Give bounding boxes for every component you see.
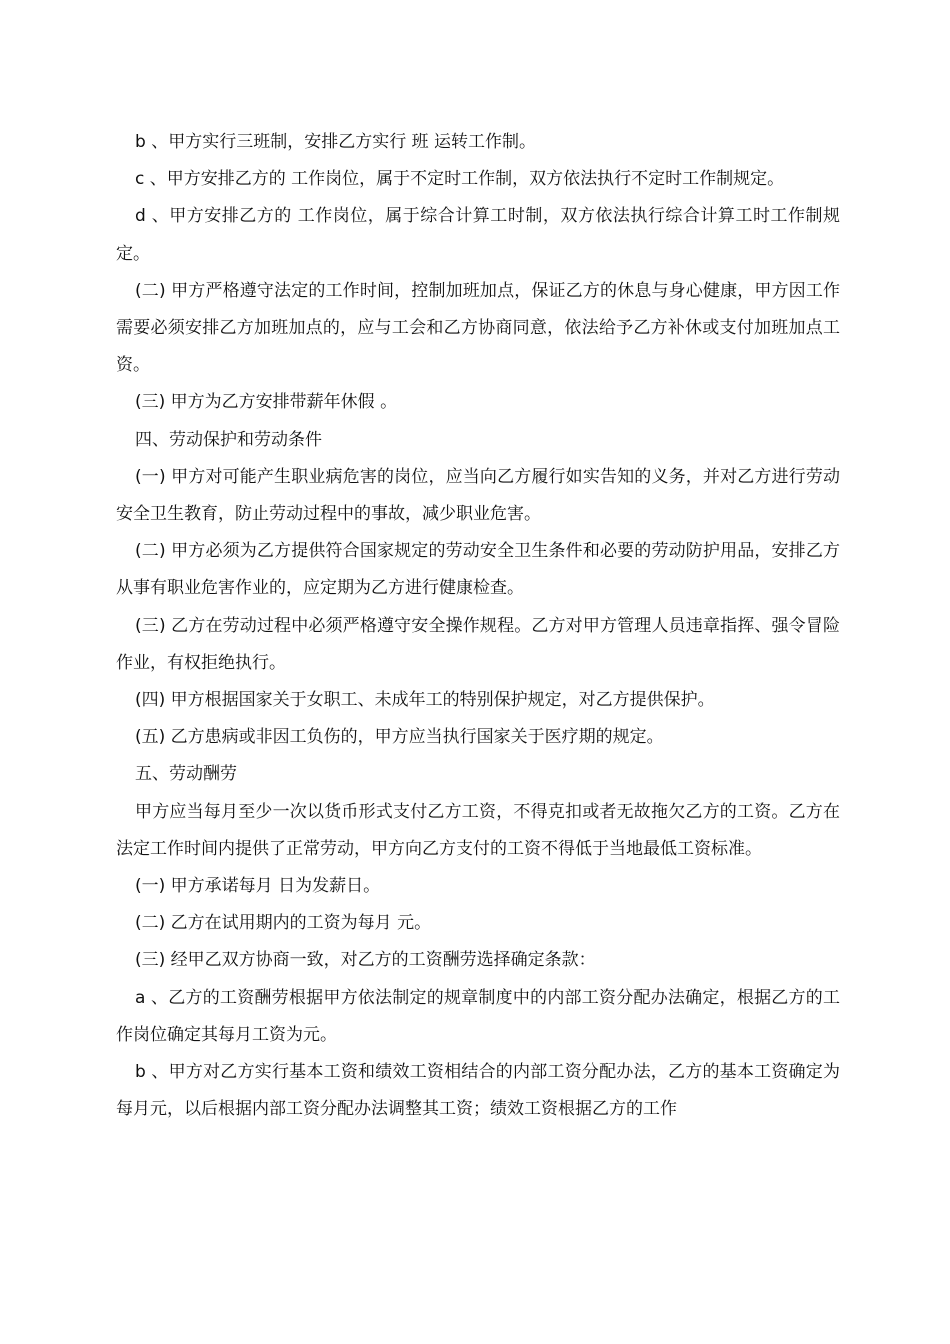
paragraph: b 、甲方实行三班制，安排乙方实行 班 运转工作制。 xyxy=(135,132,537,152)
paragraph: (二) 甲方严格遵守法定的工作时间，控制加班加点，保证乙方的休息与身心健康，甲方因工作需要必须安排乙方加班加点的，应与工会和乙方协商同意，依法给予乙方补休或支付加班加点工资。 xyxy=(116,280,840,376)
paragraph: d 、甲方安排乙方的 工作岗位，属于综合计算工时制，双方依法执行综合计算工时工作制规定。 xyxy=(116,206,840,264)
paragraph: (一) 甲方承诺每月 日为发薪日。 xyxy=(135,876,381,897)
paragraph: (五) 乙方患病或非因工负伤的，甲方应当执行国家关于医疗期的规定。 xyxy=(135,727,664,748)
paragraph: c 、甲方安排乙方的 工作岗位，属于不定时工作制，双方依法执行不定时工作制规定。 xyxy=(135,169,785,190)
section-heading: 五、劳动酬劳 xyxy=(135,764,237,785)
section-heading: 四、劳动保护和劳动条件 xyxy=(135,429,322,450)
document-body xyxy=(116,124,840,1128)
paragraph: (三) 甲方为乙方安排带薪年休假 。 xyxy=(135,392,398,413)
paragraph: b 、甲方对乙方实行基本工资和绩效工资相结合的内部工资分配办法，乙方的基本工资确定为每月元，以后根据内部工资分配办法调整其工资；绩效工资根据乙方的工作 xyxy=(116,1062,840,1120)
paragraph: (一) 甲方对可能产生职业病危害的岗位，应当向乙方履行如实告知的义务，并对乙方进行劳动安全卫生教育，防止劳动过程中的事故，减少职业危害。 xyxy=(116,466,840,525)
paragraph: (二) 甲方必须为乙方提供符合国家规定的劳动安全卫生条件和必要的劳动防护用品，安排乙方从事有职业危害作业的，应定期为乙方进行健康检查。 xyxy=(116,541,840,599)
paragraph: (三) 经甲乙双方协商一致，对乙方的工资酬劳选择确定条款： xyxy=(135,950,596,971)
paragraph: a 、乙方的工资酬劳根据甲方依法制定的规章制度中的内部工资分配办法确定，根据乙方的工作岗位确定其每月工资为元。 xyxy=(116,987,840,1045)
paragraph: (四) 甲方根据国家关于女职工、未成年工的特别保护规定，对乙方提供保护。 xyxy=(135,690,715,711)
paragraph: 甲方应当每月至少一次以货币形式支付乙方工资，不得克扣或者无故拖欠乙方的工资。乙方在法定工作时间内提供了正常劳动，甲方向乙方支付的工资不得低于当地最低工资标准。 xyxy=(116,801,840,859)
paragraph: (二) 乙方在试用期内的工资为每月 元。 xyxy=(135,913,432,934)
paragraph: (三) 乙方在劳动过程中必须严格遵守安全操作规程。乙方对甲方管理人员违章指挥、强令冒险作业，有权拒绝执行。 xyxy=(116,615,840,673)
